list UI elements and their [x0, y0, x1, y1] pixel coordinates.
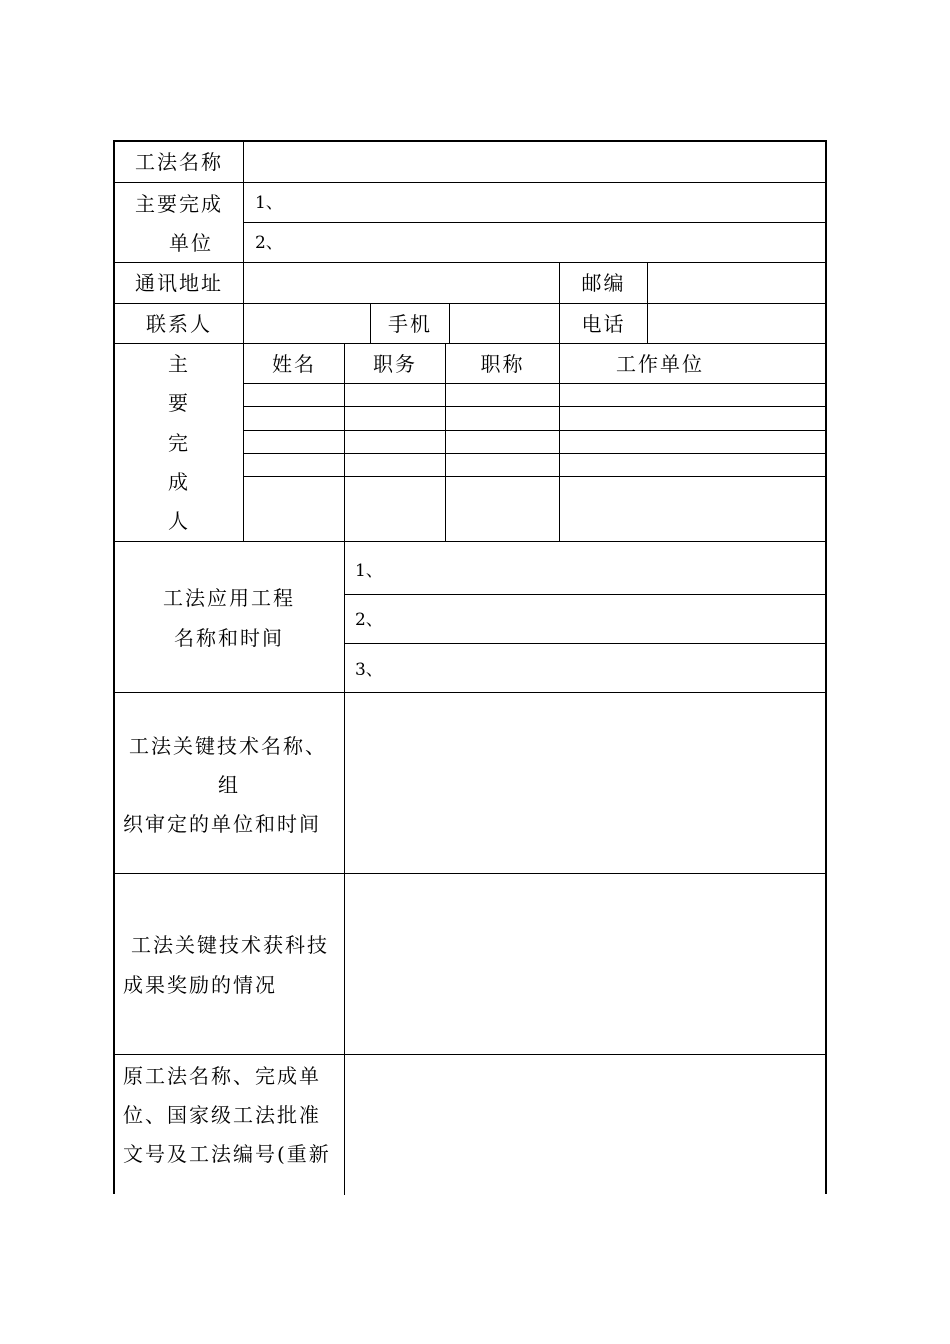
- application-label-line2: 名称和时间: [174, 626, 284, 650]
- main-persons-label-char: 成: [168, 470, 190, 494]
- row-divider: [115, 541, 825, 542]
- unit-1-field[interactable]: 1、: [255, 193, 283, 213]
- header-work-unit: 工作单位: [616, 352, 704, 376]
- header-position: 职务: [373, 352, 417, 376]
- postcode-label: 邮编: [581, 271, 626, 295]
- contact-field[interactable]: [244, 304, 370, 343]
- application-form-table: [113, 140, 827, 1194]
- awards-label-line1: 工法关键技术获科技: [131, 933, 329, 957]
- row-divider: [115, 343, 825, 344]
- original-label-line2: 位、国家级工法批准: [123, 1103, 321, 1127]
- unit-2-field[interactable]: 2、: [255, 233, 283, 253]
- key-tech-label-line2: 组: [218, 773, 240, 797]
- contact-label: 联系人: [146, 312, 212, 336]
- method-name-field[interactable]: [244, 142, 825, 182]
- row-divider: [344, 643, 825, 644]
- mobile-field[interactable]: [450, 304, 559, 343]
- header-title: 职称: [480, 352, 525, 376]
- address-field[interactable]: [244, 263, 559, 303]
- row-divider: [244, 406, 825, 407]
- phone-field[interactable]: [648, 304, 825, 343]
- awards-label-line2: 成果奖励的情况: [123, 973, 277, 997]
- postcode-field[interactable]: [648, 263, 825, 303]
- phone-label: 电话: [581, 312, 626, 336]
- main-units-label-line1: 主要完成: [135, 192, 223, 216]
- application-item-1[interactable]: 1、: [355, 561, 383, 581]
- main-units-label-line2: 单位: [169, 231, 213, 255]
- key-tech-label-line1: 工法关键技术名称、: [129, 734, 327, 758]
- row-divider: [244, 383, 825, 384]
- mobile-label: 手机: [388, 312, 432, 336]
- main-persons-label-char: 人: [168, 509, 190, 533]
- row-divider: [244, 453, 825, 454]
- row-divider: [244, 182, 825, 183]
- application-label-line1: 工法应用工程: [163, 586, 295, 610]
- row-divider: [244, 222, 825, 223]
- row-divider: [244, 430, 825, 431]
- row-divider: [344, 594, 825, 595]
- awards-field[interactable]: [345, 874, 825, 1054]
- key-tech-field[interactable]: [345, 693, 825, 873]
- key-tech-label-line3: 织审定的单位和时间: [123, 812, 321, 836]
- main-persons-label-char: 完: [168, 431, 190, 455]
- method-name-label: 工法名称: [135, 150, 223, 174]
- original-field[interactable]: [345, 1055, 825, 1195]
- header-name: 姓名: [272, 352, 316, 376]
- original-label-line1: 原工法名称、完成单: [123, 1064, 321, 1088]
- row-divider: [244, 476, 825, 477]
- original-label-line3: 文号及工法编号(重新: [123, 1142, 331, 1166]
- address-label: 通讯地址: [135, 271, 223, 295]
- application-item-2[interactable]: 2、: [355, 610, 383, 630]
- main-persons-label-char: 主: [168, 352, 190, 376]
- application-item-3[interactable]: 3、: [355, 660, 383, 680]
- main-persons-label-char: 要: [168, 391, 190, 415]
- row-divider: [115, 182, 244, 183]
